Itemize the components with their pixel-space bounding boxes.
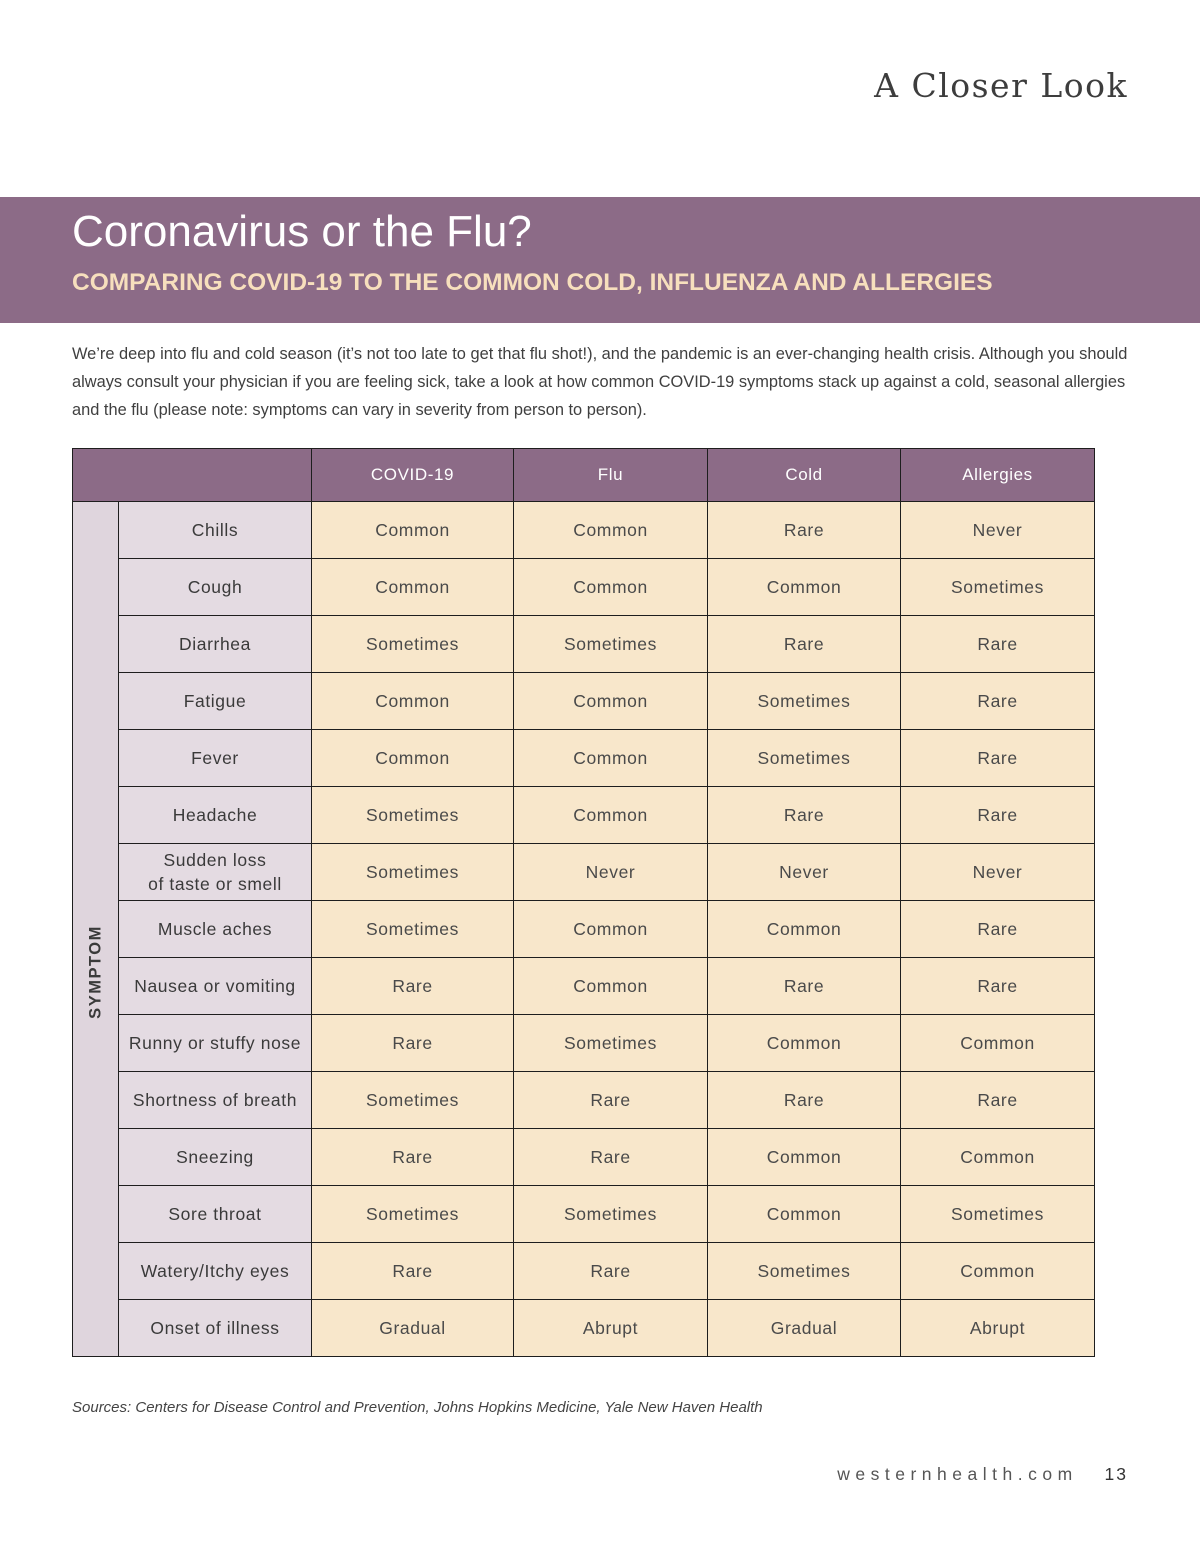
page-number: 13: [1104, 1464, 1128, 1484]
symptom-name-cell: Chills: [119, 502, 312, 559]
frequency-cell: Rare: [901, 730, 1095, 787]
table-row: [73, 1015, 1095, 1072]
symptom-name-cell: Watery/Itchy eyes: [119, 1243, 312, 1300]
frequency-cell: Gradual: [708, 1300, 901, 1357]
frequency-cell: Sometimes: [708, 730, 901, 787]
frequency-cell: Sometimes: [514, 1015, 708, 1072]
frequency-cell: Common: [514, 901, 708, 958]
symptom-comparison-table: [72, 448, 1095, 1357]
frequency-cell: Never: [901, 502, 1095, 559]
frequency-cell: Rare: [514, 1072, 708, 1129]
frequency-cell: Rare: [708, 502, 901, 559]
frequency-cell: Abrupt: [901, 1300, 1095, 1357]
column-header-covid: COVID-19: [312, 449, 514, 502]
symptom-name-cell: Headache: [119, 787, 312, 844]
frequency-cell: Sometimes: [312, 1186, 514, 1243]
frequency-cell: Common: [708, 1015, 901, 1072]
table-row: [73, 502, 1095, 559]
table-header-row: [73, 449, 1095, 502]
frequency-cell: Common: [708, 1129, 901, 1186]
table-row: [73, 844, 1095, 901]
symptom-side-label: SYMPTOM: [86, 925, 104, 1019]
frequency-cell: Common: [708, 559, 901, 616]
frequency-cell: Never: [514, 844, 708, 901]
comparison-table-container: [72, 448, 1095, 1357]
table-row: [73, 901, 1095, 958]
symptom-name-cell: Nausea or vomiting: [119, 958, 312, 1015]
frequency-cell: Common: [514, 787, 708, 844]
table-row: [73, 730, 1095, 787]
frequency-cell: Sometimes: [514, 1186, 708, 1243]
table-row: [73, 673, 1095, 730]
page-title: Coronavirus or the Flu?: [72, 207, 532, 256]
symptom-name-cell: Muscle aches: [119, 901, 312, 958]
frequency-cell: Rare: [708, 1072, 901, 1129]
frequency-cell: Common: [312, 730, 514, 787]
header-corner-cell: [73, 449, 312, 502]
frequency-cell: Rare: [901, 901, 1095, 958]
frequency-cell: Common: [514, 559, 708, 616]
symptom-name-cell: Sore throat: [119, 1186, 312, 1243]
website-url: westernhealth.com: [837, 1464, 1078, 1484]
frequency-cell: Common: [708, 1186, 901, 1243]
symptom-name-cell: Sudden loss of taste or smell: [119, 844, 312, 901]
frequency-cell: Rare: [312, 1243, 514, 1300]
frequency-cell: Rare: [901, 616, 1095, 673]
table-row: [73, 1072, 1095, 1129]
frequency-cell: Rare: [708, 616, 901, 673]
frequency-cell: Never: [708, 844, 901, 901]
frequency-cell: Common: [312, 673, 514, 730]
title-banner: [0, 197, 1200, 323]
frequency-cell: Sometimes: [901, 559, 1095, 616]
frequency-cell: Common: [312, 559, 514, 616]
table-row: [73, 787, 1095, 844]
table-row: [73, 1186, 1095, 1243]
column-header-flu: Flu: [514, 449, 708, 502]
frequency-cell: Rare: [901, 673, 1095, 730]
symptom-name-cell: Cough: [119, 559, 312, 616]
frequency-cell: Sometimes: [514, 616, 708, 673]
frequency-cell: Sometimes: [901, 1186, 1095, 1243]
frequency-cell: Rare: [901, 787, 1095, 844]
symptom-name-cell: Onset of illness: [119, 1300, 312, 1357]
table-row: [73, 616, 1095, 673]
table-row: [73, 1129, 1095, 1186]
frequency-cell: Rare: [708, 787, 901, 844]
frequency-cell: Common: [514, 730, 708, 787]
frequency-cell: Sometimes: [312, 901, 514, 958]
frequency-cell: Sometimes: [312, 616, 514, 673]
frequency-cell: Rare: [312, 1015, 514, 1072]
frequency-cell: Abrupt: [514, 1300, 708, 1357]
frequency-cell: Gradual: [312, 1300, 514, 1357]
page-footer: [837, 1464, 1128, 1485]
symptom-side-label-cell: [73, 502, 119, 1357]
column-header-cold: Cold: [708, 449, 901, 502]
frequency-cell: Common: [901, 1015, 1095, 1072]
frequency-cell: Sometimes: [708, 673, 901, 730]
table-row: [73, 1300, 1095, 1357]
frequency-cell: Rare: [312, 1129, 514, 1186]
frequency-cell: Rare: [514, 1243, 708, 1300]
frequency-cell: Common: [901, 1129, 1095, 1186]
frequency-cell: Sometimes: [708, 1243, 901, 1300]
symptom-name-cell: Sneezing: [119, 1129, 312, 1186]
table-row: [73, 958, 1095, 1015]
table-body: [73, 502, 1095, 1357]
symptom-name-cell: Runny or stuffy nose: [119, 1015, 312, 1072]
frequency-cell: Rare: [901, 1072, 1095, 1129]
frequency-cell: Common: [312, 502, 514, 559]
page-subtitle: COMPARING COVID-19 TO THE COMMON COLD, INFLUENZA AND ALLERGIES: [72, 269, 993, 296]
frequency-cell: Rare: [708, 958, 901, 1015]
frequency-cell: Common: [901, 1243, 1095, 1300]
symptom-name-cell: Diarrhea: [119, 616, 312, 673]
intro-paragraph: We’re deep into flu and cold season (it’s not too late to get that flu shot!), and the pandemic is an ever-changing health crisis. Although you should always consult your physician if you are feeling sick, take a look at how common COVID-19 symptoms stack up against a cold, seasonal allergies and the flu (please note: symptoms can vary in severity from person to person).: [72, 345, 1128, 419]
symptom-name-cell: Shortness of breath: [119, 1072, 312, 1129]
table-row: [73, 559, 1095, 616]
symptom-name-cell: Fatigue: [119, 673, 312, 730]
frequency-cell: Common: [514, 958, 708, 1015]
frequency-cell: Never: [901, 844, 1095, 901]
frequency-cell: Sometimes: [312, 787, 514, 844]
frequency-cell: Rare: [312, 958, 514, 1015]
frequency-cell: Sometimes: [312, 844, 514, 901]
table-row: [73, 1243, 1095, 1300]
frequency-cell: Sometimes: [312, 1072, 514, 1129]
frequency-cell: Common: [514, 502, 708, 559]
frequency-cell: Rare: [901, 958, 1095, 1015]
symptom-name-cell: Fever: [119, 730, 312, 787]
frequency-cell: Common: [514, 673, 708, 730]
frequency-cell: Rare: [514, 1129, 708, 1186]
sources-note: Sources: Centers for Disease Control and Prevention, Johns Hopkins Medicine, Yale New Haven Health: [72, 1399, 763, 1416]
column-header-allergies: Allergies: [901, 449, 1095, 502]
section-label: A Closer Look: [874, 66, 1128, 105]
frequency-cell: Common: [708, 901, 901, 958]
